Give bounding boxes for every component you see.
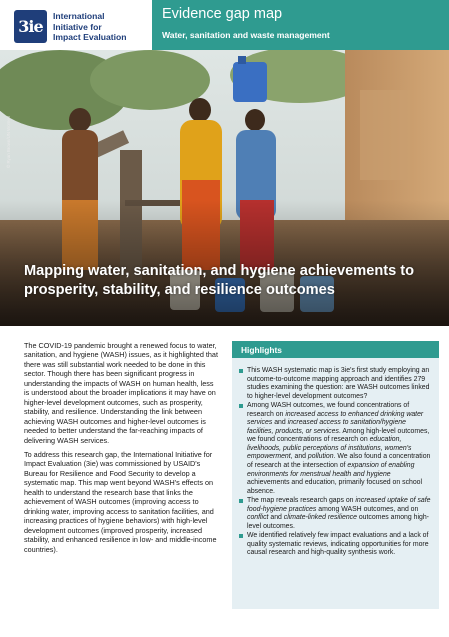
bullet-square-icon (239, 369, 243, 373)
highlight-3-text-c: among WASH outcomes, and on (316, 505, 419, 513)
highlight-2-text-c: and (272, 419, 288, 427)
highlight-3-text-e: and (268, 514, 284, 522)
highlight-2-em-j: expansion of enabling environments for menstrual health and hygiene (247, 462, 415, 478)
highlight-item-1 (239, 367, 434, 401)
bullet-square-icon (239, 534, 243, 538)
body-text (24, 341, 220, 559)
highlight-3-em-f: climate-linked resilience (283, 514, 357, 522)
org-name-line-2: Initiative for (53, 21, 102, 32)
highlight-text-1: This WASH systematic map is 3ie's first study employing an outcome-to-outcome mapping approach and identifies 279 studies examining the question: are WASH outcomes linked to higher-level development outcomes? (247, 367, 430, 400)
headline: Mapping water, sanitation, and hygiene achievements to prosperity, stability, and resilience outcomes (24, 263, 415, 298)
series-title: Evidence gap map (162, 6, 283, 22)
highlight-2-em-f: education, livelihoods, public perceptions of institutions, women's empowerment (247, 436, 412, 461)
highlight-3-em-b: increased uptake of safe food-hygiene practices (247, 497, 431, 513)
highlights-header (232, 341, 439, 358)
highlight-2-em-b: increased access to enhanced drinking water services (247, 410, 424, 427)
highlight-3-text-a: The map reveals research gaps on (247, 497, 356, 505)
org-name-line-1: International (53, 11, 105, 21)
highlights-title: Highlights (241, 345, 282, 355)
bullet-square-icon (239, 499, 243, 503)
highlight-3-text-g: outcomes among high-level outcomes. (247, 514, 429, 530)
highlight-text-4: We identified relatively few impact evaluations and a lack of quality systematic reviews, indicating opportunities for more causal research and high-quality synthesis work. (247, 532, 429, 557)
body-paragraph-2: To address this research gap, the International Initiative for Impact Evaluation (3ie) was commissioned by USAID's Bureau for Resilience and Food Security to develop a systematic map. This map went beyond WASH's effects on health to understand the research base that links the achievement of WASH outcomes (improving access to drinking water, improving access to sanitation facilities, and increasing practices of hygiene behaviors) with high-level development outcomes (improved prosperity, increased stability, and enhanced resilience in low- and middle-income countries). (24, 449, 217, 554)
header-band (152, 0, 449, 50)
highlight-2-text-a: Among WASH outcomes, we found concentrations of research on (247, 402, 410, 418)
3ie-logo (14, 10, 47, 43)
org-name-line-3: Impact Evaluation (53, 32, 127, 43)
photo-credit: © Ryan Brown/UN Women (6, 115, 11, 168)
highlights-panel (232, 341, 439, 609)
highlight-item-3 (239, 497, 434, 531)
highlights-list (239, 367, 434, 559)
highlight-2-text-k: achievements and education, primarily focused on school absence. (247, 479, 423, 495)
highlight-2-text-g: , and (290, 453, 308, 461)
highlight-2-em-d: increased access to sanitation/hygiene facilities, products, or services (247, 419, 406, 435)
bullet-square-icon (239, 404, 243, 408)
topic-subtitle: Water, sanitation and waste management (162, 30, 330, 40)
highlight-3-em-d: conflict (247, 514, 269, 522)
logo-text: 3ie (18, 17, 43, 36)
highlight-item-2 (239, 402, 434, 496)
highlight-2-text-e: . Among high-level outcomes, we found concentrations of research on (247, 427, 430, 444)
body-paragraph-1: The COVID-19 pandemic brought a renewed focus to water, sanitation, and hygiene (WASH) issues, as it highlighted that there was still substantial work needed to be done in this sector. Though there has been significant progress in understanding the impacts of WASH on human health, less is understood about the broader implications it may have on higher-level development outcomes, such as prosperity, stability, and resilience. Understanding the link between achieving WASH outcomes and higher-level outcomes is needed to better understand the far-reaching impacts of delivering WASH services. (24, 341, 218, 445)
highlight-2-em-h: pollution (307, 453, 334, 461)
highlight-item-4 (239, 532, 434, 558)
highlight-2-text-i: . We also found a concentration of research at the intersection of (247, 453, 431, 470)
org-name (53, 11, 153, 43)
header-logo-area (0, 0, 152, 50)
